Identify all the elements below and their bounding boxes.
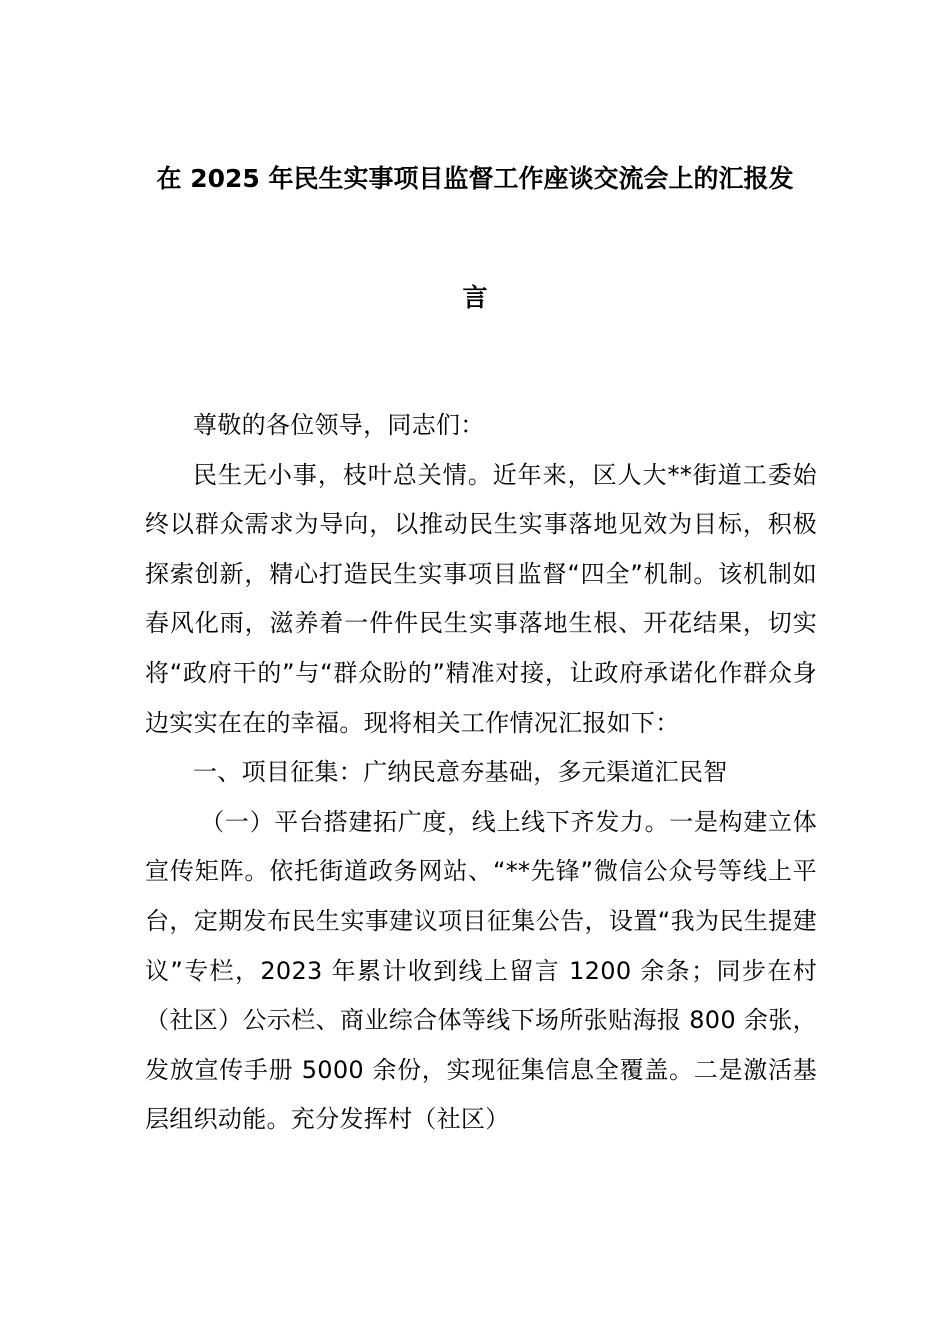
salutation: 尊敬的各位领导，同志们：	[193, 411, 485, 439]
intro-paragraph: 民生无小事，枝叶总关情。近年来，区人大**街道工委始终以群众需求为导向，以推动民生实事落地见效为目标，积极探索创新，精心打造民生实事项目监督“四全”机制。该机制如春风化雨，滋养着一件件民生实事落地生根、开花结果，切实将“政府干的”与“群众盼的”精准对接，让政府承诺化作群众身边实实在在的幸福。现将相关工作情况汇报如下：	[145, 460, 817, 737]
subsection-paragraph-1: （一）平台搭建拓广度，线上线下齐发力。一是构建立体宣传矩阵。依托街道政务网站、“**先锋”微信公众号等线上平台，定期发布民生实事建议项目征集公告，设置“我为民生提建议”专栏，2023 年累计收到线上留言 1200 余条；同步在村（社区）公示栏、商业综合体等线下场所张贴海报 800 余张，发放宣传手册 5000 余份，实现征集信息全覆盖。二是激活基层组织动能。充分发挥村（社区）	[145, 807, 817, 1134]
section-heading-1: 一、项目征集：广纳民意夯基础，多元渠道汇民智	[193, 758, 728, 787]
document-body	[145, 401, 817, 1145]
document-title-line-1: 在 2025 年民生实事项目监督工作座谈交流会上的汇报发	[156, 164, 794, 193]
document-title-line-2: 言	[462, 283, 488, 312]
